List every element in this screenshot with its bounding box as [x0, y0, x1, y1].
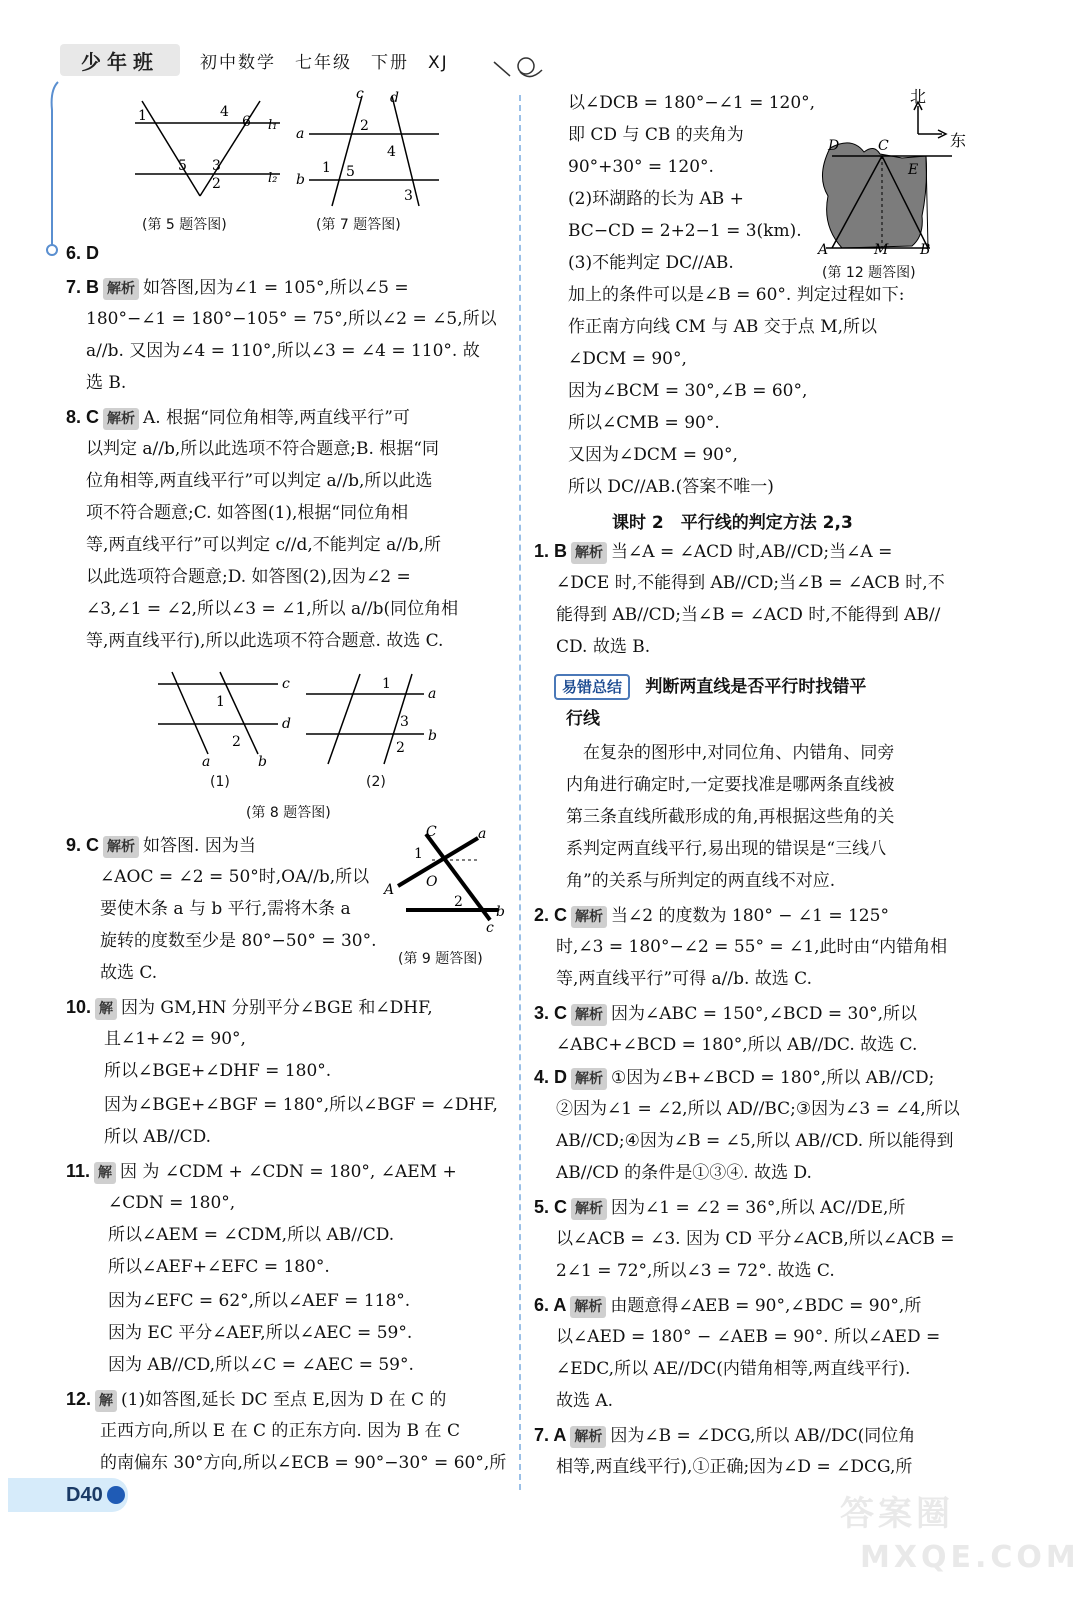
answer-12-line: ∠DCM = 90°,: [568, 349, 687, 369]
error-summary-heading: 易错总结 判断两直线是否平行时找错平: [554, 674, 866, 700]
svg-text:a: a: [428, 686, 437, 702]
svg-text:1: 1: [138, 108, 147, 124]
answer-10-line: 所以∠BGE+∠DHF = 180°.: [104, 1061, 332, 1081]
solution-tag: 解: [95, 1390, 117, 1412]
svg-text:E: E: [908, 162, 919, 178]
answer-10-line: 且∠1+∠2 = 90°,: [104, 1029, 246, 1049]
book-info: 初中数学 七年级 下册 XJ: [200, 53, 449, 73]
answer-r5-line: 2∠1 = 72°,所以∠3 = 72°. 故选 C.: [556, 1261, 835, 1281]
analysis-tag: 解析: [103, 836, 139, 858]
analysis-tag: 解析: [571, 906, 607, 928]
north-label: 北: [910, 87, 927, 106]
svg-text:1: 1: [322, 160, 331, 176]
svg-text:C: C: [426, 824, 437, 840]
page-header: [60, 40, 540, 80]
answer-12-line: 因为∠BCM = 30°,∠B = 60°,: [568, 381, 808, 401]
analysis-tag: 解析: [571, 1004, 607, 1026]
answer-11-line: 所以∠AEF+∠EFC = 180°.: [108, 1257, 330, 1277]
answer-7-line: 180°−∠1 = 180°−105° = 75°,所以∠2 = ∠5,所以: [86, 309, 497, 329]
answer-r6: 6. A 解析 由题意得∠AEB = 90°,∠BDC = 90°,所: [534, 1295, 922, 1316]
answer-8-line: 等,两直线平行”可以判定 c//d,不能判定 a//b,所: [86, 535, 442, 555]
answer-12-line: 即 CD 与 CB 的夹角为: [568, 125, 744, 145]
answer-11: 11. 解 因 为 ∠CDM + ∠CDN = 180°, ∠AEM +: [66, 1161, 457, 1182]
section-title: 课时 2 平行线的判定方法 2,3: [612, 513, 853, 533]
answer-9-line: 旋转的度数至少是 80°−50° = 30°.: [100, 931, 377, 951]
answer-r4-line: AB//CD;④因为∠B = ∠5,所以 AB//CD. 所以能得到: [556, 1131, 954, 1151]
figure-8-1: [150, 668, 300, 774]
error-summary-tag: 易错总结: [554, 674, 630, 700]
analysis-tag: 解析: [571, 1198, 607, 1220]
svg-text:5: 5: [178, 158, 187, 174]
svg-text:O: O: [426, 874, 438, 890]
margin-hook-icon: [40, 80, 70, 260]
answer-8-line: 位角相等,两直线平行”可以判定 a//b,所以此选: [86, 471, 433, 491]
error-summary-line: 在复杂的图形中,对同位角、内错角、同旁: [566, 743, 895, 763]
answer-11-line: 因为∠EFC = 62°,所以∠AEF = 118°.: [108, 1291, 411, 1311]
answer-12-line: 作正南方向线 CM 与 AB 交于点 M,所以: [568, 317, 878, 337]
analysis-tag: 解析: [570, 1296, 606, 1318]
page-dot-icon: [107, 1486, 125, 1504]
svg-text:d: d: [390, 90, 399, 106]
solution-tag: 解: [95, 998, 117, 1020]
figure-8-2: [300, 668, 450, 774]
answer-r5-line: 以∠ACB = ∠3. 因为 CD 平分∠ACB,所以∠ACB =: [556, 1229, 955, 1249]
error-summary-line: 系判定两直线平行,易出现的错误是“三线八: [566, 839, 887, 859]
answer-10-line: 所以 AB//CD.: [104, 1127, 212, 1147]
answer-10-line: 因为∠BGE+∠BGF = 180°,所以∠BGF = ∠DHF,: [104, 1095, 498, 1115]
answer-7: 7. B 解析 如答图,因为∠1 = 105°,所以∠5 =: [66, 277, 409, 298]
answer-r1-line: CD. 故选 B.: [556, 637, 651, 657]
analysis-tag: 解析: [571, 542, 607, 564]
svg-text:b: b: [428, 728, 437, 744]
analysis-tag: 解析: [103, 278, 139, 300]
answer-r7-line: 相等,两直线平行),①正确;因为∠D = ∠DCG,所: [556, 1457, 913, 1477]
answer-12-line: 加上的条件可以是∠B = 60°. 判定过程如下:: [568, 285, 905, 305]
answer-11-line: ∠CDN = 180°,: [108, 1193, 236, 1213]
svg-text:b: b: [296, 172, 305, 188]
answer-8-line: 项不符合题意;C. 如答图(1),根据“同位角相: [86, 503, 409, 523]
svg-text:c: c: [486, 920, 494, 936]
svg-text:C: C: [878, 138, 889, 154]
answer-9-line: 故选 C.: [100, 963, 158, 983]
answer-r6-line: 以∠AED = 180° − ∠AEB = 90°. 所以∠AED =: [556, 1327, 941, 1347]
answer-r4-line: AB//CD 的条件是①③④. 故选 D.: [556, 1163, 812, 1183]
figure-5: [120, 96, 290, 206]
answer-r1-line: 能得到 AB//CD;当∠B = ∠ACD 时,不能得到 AB//: [556, 605, 941, 625]
answer-11-line: 因为 AB//CD,所以∠C = ∠AEC = 59°.: [108, 1355, 414, 1375]
page-number: D40: [8, 1478, 128, 1512]
svg-text:D: D: [828, 138, 840, 154]
figure-7-caption: (第 7 题答图): [316, 217, 401, 233]
answer-r3-line: ∠ABC+∠BCD = 180°,所以 AB//DC. 故选 C.: [556, 1035, 918, 1055]
svg-text:2: 2: [396, 740, 405, 756]
figure-8-1-label: (1): [210, 774, 230, 790]
watermark: 答案圈: [840, 1494, 954, 1534]
answer-12-line: 90°+30° = 120°.: [568, 157, 714, 177]
svg-text:4: 4: [220, 104, 229, 120]
svg-text:a: a: [202, 754, 211, 770]
svg-text:M: M: [874, 242, 889, 258]
svg-text:A: A: [818, 242, 829, 258]
svg-text:3: 3: [404, 188, 413, 204]
figure-9: [378, 824, 514, 934]
figure-12: [802, 86, 986, 266]
answer-r2-line: 等,两直线平行”可得 a//b. 故选 C.: [556, 969, 812, 989]
answer-8-line: 以判定 a//b,所以此选项不符合题意;B. 根据“同: [86, 439, 439, 459]
east-label: 东: [950, 131, 967, 150]
svg-text:3: 3: [400, 714, 409, 730]
figure-7: [294, 88, 444, 210]
error-summary-title: 行线: [566, 709, 600, 729]
error-summary-line: 内角进行确定时,一定要找准是哪两条直线被: [566, 775, 895, 795]
answer-12-line: 所以∠CMB = 90°.: [568, 413, 720, 433]
svg-text:b: b: [496, 904, 505, 920]
analysis-tag: 解析: [570, 1426, 606, 1448]
figure-8-caption: (第 8 题答图): [246, 805, 331, 821]
answer-9-line: 要使木条 a 与 b 平行,需将木条 a: [100, 899, 351, 919]
answer-12-line: 正西方向,所以 E 在 C 的正东方向. 因为 B 在 C: [100, 1421, 460, 1441]
answer-r7: 7. A 解析 因为∠B = ∠DCG,所以 AB//DC(同位角: [534, 1425, 916, 1446]
brand-logo: 少年班: [60, 44, 180, 76]
svg-text:1: 1: [414, 846, 423, 862]
answer-11-line: 因为 EC 平分∠AEF,所以∠AEC = 59°.: [108, 1323, 413, 1343]
answer-r6-line: ∠EDC,所以 AE//DC(内错角相等,两直线平行).: [556, 1359, 911, 1379]
answer-r1-line: ∠DCE 时,不能得到 AB//CD;当∠B = ∠ACB 时,不: [556, 573, 945, 593]
answer-8-line: ∠3,∠1 = ∠2,所以∠3 = ∠1,所以 a//b(同位角相: [86, 599, 459, 619]
answer-r1: 1. B 解析 当∠A = ∠ACD 时,AB//CD;当∠A =: [534, 541, 893, 562]
svg-text:5: 5: [346, 164, 355, 180]
solution-tag: 解: [94, 1162, 116, 1184]
analysis-tag: 解析: [103, 408, 139, 430]
answer-11-line: 所以∠AEM = ∠CDM,所以 AB//CD.: [108, 1225, 395, 1245]
svg-text:A: A: [384, 882, 395, 898]
svg-text:a: a: [478, 826, 487, 842]
answer-6: 6. D: [66, 243, 100, 263]
answer-12-line: BC−CD = 2+2−1 = 3(km).: [568, 221, 802, 241]
svg-text:B: B: [920, 242, 931, 258]
answer-r3: 3. C 解析 因为∠ABC = 150°,∠BCD = 30°,所以: [534, 1003, 918, 1024]
answer-8-line: 等,两直线平行),所以此选项不符合题意. 故选 C.: [86, 631, 444, 651]
svg-text:3: 3: [212, 158, 221, 174]
answer-9-line: ∠AOC = ∠2 = 50°时,OA//b,所以: [100, 867, 370, 887]
error-summary-line: 第三条直线所截形成的角,再根据这些角的关: [566, 807, 895, 827]
svg-text:2: 2: [232, 734, 241, 750]
answer-r2: 2. C 解析 当∠2 的度数为 180° − ∠1 = 125°: [534, 905, 889, 926]
answer-12: 12. 解 (1)如答图,延长 DC 至点 E,因为 D 在 C 的: [66, 1389, 447, 1410]
watermark-url: MXQE.COM: [860, 1540, 1080, 1575]
answer-12-line: 的南偏东 30°方向,所以∠ECB = 90°−30° = 60°,所: [100, 1453, 507, 1473]
figure-9-caption: (第 9 题答图): [398, 951, 483, 967]
answer-12-line: 又因为∠DCM = 90°,: [568, 445, 738, 465]
answer-r2-line: 时,∠3 = 180°−∠2 = 55° = ∠1,此时由“内错角相: [556, 937, 948, 957]
answer-7-line: 选 B.: [86, 373, 127, 393]
answer-7-line: a//b. 又因为∠4 = 110°,所以∠3 = ∠4 = 110°. 故: [86, 341, 480, 361]
answer-12-line: 以∠DCB = 180°−∠1 = 120°,: [568, 93, 816, 113]
svg-text:2: 2: [360, 118, 369, 134]
answer-12-line: (2)环湖路的长为 AB +: [568, 189, 744, 209]
figure-5-caption: (第 5 题答图): [142, 217, 227, 233]
svg-text:1: 1: [216, 694, 225, 710]
answer-12-line: 所以 DC//AB.(答案不唯一): [568, 477, 774, 497]
svg-text:4: 4: [387, 144, 396, 160]
figure-12-caption: (第 12 题答图): [822, 265, 916, 281]
svg-text:2: 2: [212, 176, 221, 192]
answer-8: 8. C 解析 A. 根据“同位角相等,两直线平行”可: [66, 407, 410, 428]
column-divider: [519, 95, 521, 1490]
svg-text:c: c: [356, 86, 364, 102]
error-summary-line: 角”的关系与所判定的两直线不对应.: [566, 871, 836, 891]
analysis-tag: 解析: [571, 1068, 607, 1090]
svg-text:2: 2: [454, 894, 463, 910]
svg-text:l₁: l₁: [268, 118, 278, 133]
answer-r4-line: ②因为∠1 = ∠2,所以 AD//BC;③因为∠3 = ∠4,所以: [556, 1099, 960, 1119]
answer-r5: 5. C 解析 因为∠1 = ∠2 = 36°,所以 AC//DE,所: [534, 1197, 906, 1218]
svg-text:l₂: l₂: [268, 171, 278, 186]
svg-text:6: 6: [242, 114, 251, 130]
answer-r4: 4. D 解析 ①因为∠B+∠BCD = 180°,所以 AB//CD;: [534, 1067, 935, 1088]
svg-text:1: 1: [382, 676, 391, 692]
answer-8-line: 以此选项符合题意;D. 如答图(2),因为∠2 =: [86, 567, 411, 587]
answer-12-line: (3)不能判定 DC//AB.: [568, 253, 734, 273]
figure-8-2-label: (2): [366, 774, 386, 790]
svg-text:a: a: [296, 126, 305, 142]
answer-10: 10. 解 因为 GM,HN 分别平分∠BGE 和∠DHF,: [66, 997, 433, 1018]
answer-9: 9. C 解析 如答图. 因为当: [66, 835, 256, 856]
decoration-icon: [490, 48, 550, 82]
svg-text:c: c: [282, 676, 290, 692]
answer-r6-line: 故选 A.: [556, 1391, 614, 1411]
svg-text:b: b: [258, 754, 267, 770]
svg-text:d: d: [282, 716, 291, 732]
